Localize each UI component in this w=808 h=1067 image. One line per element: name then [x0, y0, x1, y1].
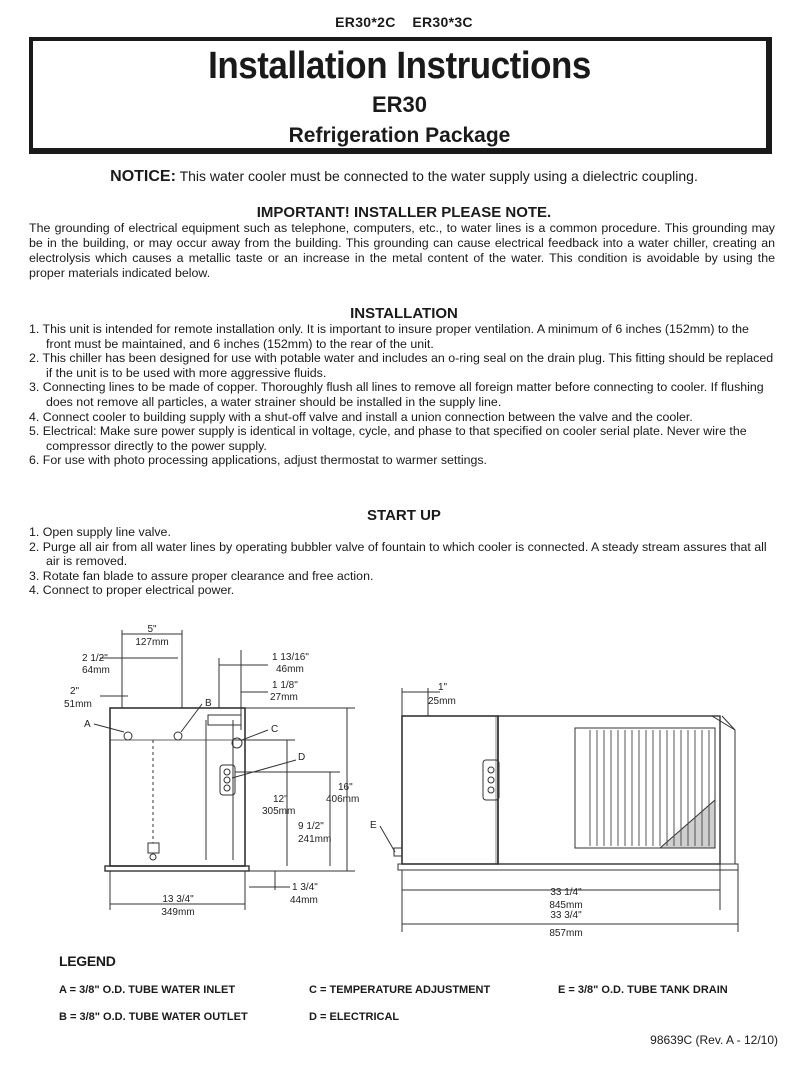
dim-label: 9 1/2"	[298, 821, 324, 832]
product-model: ER30	[371, 92, 428, 117]
legend-item-d: D = ELECTRICAL	[309, 1011, 400, 1023]
dim-label: 1 13/16"	[272, 652, 309, 663]
notice-text: This water cooler must be connected to the water supply using a dielectric coupling.	[179, 168, 698, 184]
model-numbers: ER30*2C ER30*3C	[335, 14, 473, 30]
dim-label: 857mm	[549, 928, 583, 938]
dim-label: 5"	[147, 624, 157, 635]
list-item: 3. Rotate fan blade to assure proper clearance and free action.	[29, 568, 374, 583]
dim-label: 51mm	[64, 699, 92, 710]
callout-label: A	[84, 719, 91, 730]
dim-label: 241mm	[298, 834, 332, 845]
page-title: Installation Instructions	[208, 45, 591, 87]
dim-label: 12"	[273, 794, 288, 805]
callout-label: B	[205, 698, 212, 709]
important-heading: IMPORTANT! INSTALLER PLEASE NOTE.	[256, 204, 552, 221]
dim-label: 2 1/2"	[82, 653, 108, 664]
dim-label: 25mm	[428, 696, 456, 707]
dim-label: 16"	[338, 782, 353, 793]
notice-label: NOTICE:	[110, 168, 176, 185]
legend-item-a: A = 3/8" O.D. TUBE WATER INLET	[59, 984, 236, 996]
legend-item-c: C = TEMPERATURE ADJUSTMENT	[309, 984, 491, 996]
installation-list	[29, 322, 775, 468]
legend-item-b: B = 3/8" O.D. TUBE WATER OUTLET	[59, 1011, 248, 1023]
list-item: 2. This chiller has been designed for use with potable water and includes an o-ring seal on the drain plug. This fitting should be replaced if the unit is to be used with more aggressive fluids.	[29, 351, 774, 380]
startup-heading: START UP	[367, 507, 441, 524]
dim-label: 1 3/4"	[292, 882, 318, 893]
callout-label: D	[298, 752, 306, 763]
dim-label: 33 1/4"	[550, 887, 582, 898]
notice	[0, 168, 808, 186]
dim-label: 64mm	[82, 665, 110, 676]
title-box	[29, 37, 772, 154]
dim-label: 13 3/4"	[162, 894, 194, 905]
dim-label: 2"	[70, 686, 80, 697]
callout-label: E	[370, 820, 377, 831]
legend-heading: LEGEND	[59, 953, 116, 969]
dim-label: 406mm	[326, 794, 360, 805]
list-item: 5. Electrical: Make sure power supply is identical in voltage, cycle, and phase to that specified on cooler serial plate. Never wire the compressor directly to the power supply.	[29, 424, 747, 453]
list-item: 2. Purge all air from all water lines by operating bubbler valve of fountain to which cooler is connected. A steady stream assures that all air is removed.	[29, 539, 767, 569]
list-item: 3. Connecting lines to be made of copper. Thoroughly flush all lines to remove all foreign matter before connecting to cooler. If flushing does not remove all particles, a water strainer should be installed in the supply line.	[29, 380, 764, 409]
dim-label: 127mm	[135, 637, 169, 648]
list-item: 1. Open supply line valve.	[29, 525, 171, 539]
revision-number: 98639C (Rev. A - 12/10)	[650, 1033, 778, 1047]
dim-label: 349mm	[161, 907, 195, 918]
dim-label: 305mm	[262, 806, 296, 817]
important-text: The grounding of electrical equipment such as telephone, computers, etc., to water lines is a common procedure. This grounding may be in the building, or may occur away from the building. This grounding can cause electrical feedback into a water chiller, creating an electrolysis which causes a metallic taste or an increase in the metal content of the water. This condition is avoidable by using the proper materials indicated below.	[29, 221, 775, 280]
callout-label: C	[271, 724, 279, 735]
side-view-cabinet	[402, 716, 498, 864]
dim-label: 33 3/4"	[550, 910, 582, 921]
installation-heading: INSTALLATION	[350, 305, 458, 322]
product-subtitle: Refrigeration Package	[288, 124, 511, 147]
dim-label: 46mm	[276, 664, 304, 675]
dim-label: 27mm	[270, 692, 298, 703]
dim-label: 1 1/8"	[272, 680, 298, 691]
list-item: 4. Connect cooler to building supply with a shut-off valve and install a union connection between the valve and the cooler.	[29, 409, 693, 424]
legend-item-e: E = 3/8" O.D. TUBE TANK DRAIN	[558, 984, 728, 996]
dim-label: 44mm	[290, 895, 318, 906]
dim-label: 845mm	[549, 900, 583, 911]
dim-label: 1"	[438, 682, 448, 693]
startup-list	[29, 525, 775, 598]
list-item: 4. Connect to proper electrical power.	[29, 583, 235, 598]
list-item: 6. For use with photo processing applications, adjust thermostat to warmer settings.	[29, 453, 487, 468]
dimension-diagram	[0, 620, 808, 938]
list-item: 1. This unit is intended for remote installation only. It is important to insure proper ventilation. A minimum of 6 inches (152mm) to the front must be maintained, and 6 inches (152mm) to the rear of the unit.	[29, 322, 749, 351]
